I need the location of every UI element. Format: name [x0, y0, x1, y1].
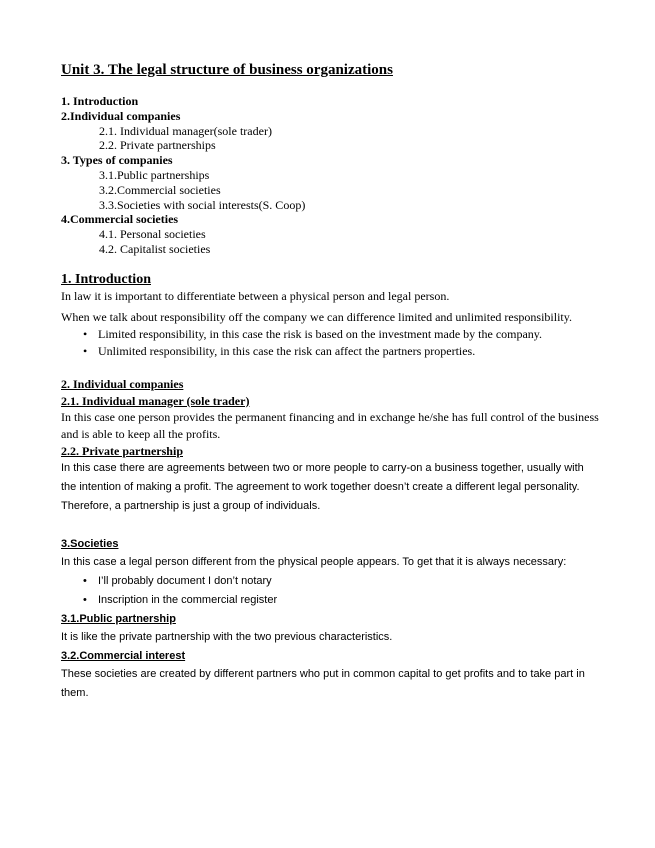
- bullet-list: [61, 326, 601, 360]
- paragraph: In law it is important to differentiate between a physical person and legal person.: [61, 288, 450, 303]
- paragraph: When we talk about responsibility off the company we can difference limited and unlimited responsibility.: [61, 309, 572, 324]
- paragraph: It is like the private partnership with the two previous characteristics.: [61, 630, 393, 643]
- toc-item: 4.Commercial societies: [61, 212, 179, 227]
- toc-item: 1. Introduction: [61, 94, 139, 108]
- toc-item: 3.3.Societies with social interests(S. Coop): [99, 197, 306, 212]
- introduction-section: [61, 271, 601, 360]
- societies-section: [61, 535, 601, 703]
- list-item: • Limited responsibility, in this case the risk is based on the investment made by the company.: [61, 326, 601, 343]
- paragraph: In this case one person provides the permanent financing and in exchange he/she has full control of the business and is able to keep all the profits.: [61, 409, 599, 441]
- table-of-contents: [61, 94, 601, 257]
- section-heading: 1. Introduction: [61, 271, 151, 287]
- document-page: [61, 60, 601, 703]
- section-heading: 2. Individual companies: [61, 376, 184, 391]
- toc-item: 2.1. Individual manager(sole trader): [99, 123, 272, 138]
- individual-companies-section: [61, 376, 601, 516]
- list-item: • Inscription in the commercial register: [61, 591, 601, 610]
- toc-item: 2.2. Private partnerships: [99, 138, 216, 153]
- toc-item: 4.1. Personal societies: [99, 227, 206, 242]
- list-item: • Unlimited responsibility, in this case the risk can affect the partners properties.: [61, 343, 601, 360]
- toc-item: 3.1.Public partnerships: [99, 167, 210, 182]
- bullet-list: [61, 572, 601, 610]
- list-item: • I’ll probably document I don’t notary: [61, 572, 601, 591]
- toc-item: 2.Individual companies: [61, 108, 181, 123]
- toc-item: 3.2.Commercial societies: [99, 182, 221, 197]
- toc-item: 4.2. Capitalist societies: [99, 241, 211, 256]
- subsection-heading: 2.1. Individual manager (sole trader): [61, 393, 250, 408]
- paragraph: In this case there are agreements between two or more people to carry-on a business together, usually with the intention of making a profit. The agreement to work together doesn’t create a different legal personality. Therefore, a partnership is just a group of individuals.: [61, 461, 584, 512]
- section-heading: 3.Societies: [61, 537, 119, 550]
- paragraph: In this case a legal person different from the physical people appears. To get that it is always necessary:: [61, 555, 567, 568]
- paragraph: These societies are created by different partners who put in common capital to get profits and to take part in them.: [61, 667, 585, 699]
- subsection-heading: 2.2. Private partnership: [61, 443, 183, 458]
- subsection-heading: 3.2.Commercial interest: [61, 649, 186, 662]
- toc-item: 3. Types of companies: [61, 153, 173, 168]
- subsection-heading: 3.1.Public partnership: [61, 612, 176, 625]
- document-title: Unit 3. The legal structure of business organizations: [61, 62, 393, 78]
